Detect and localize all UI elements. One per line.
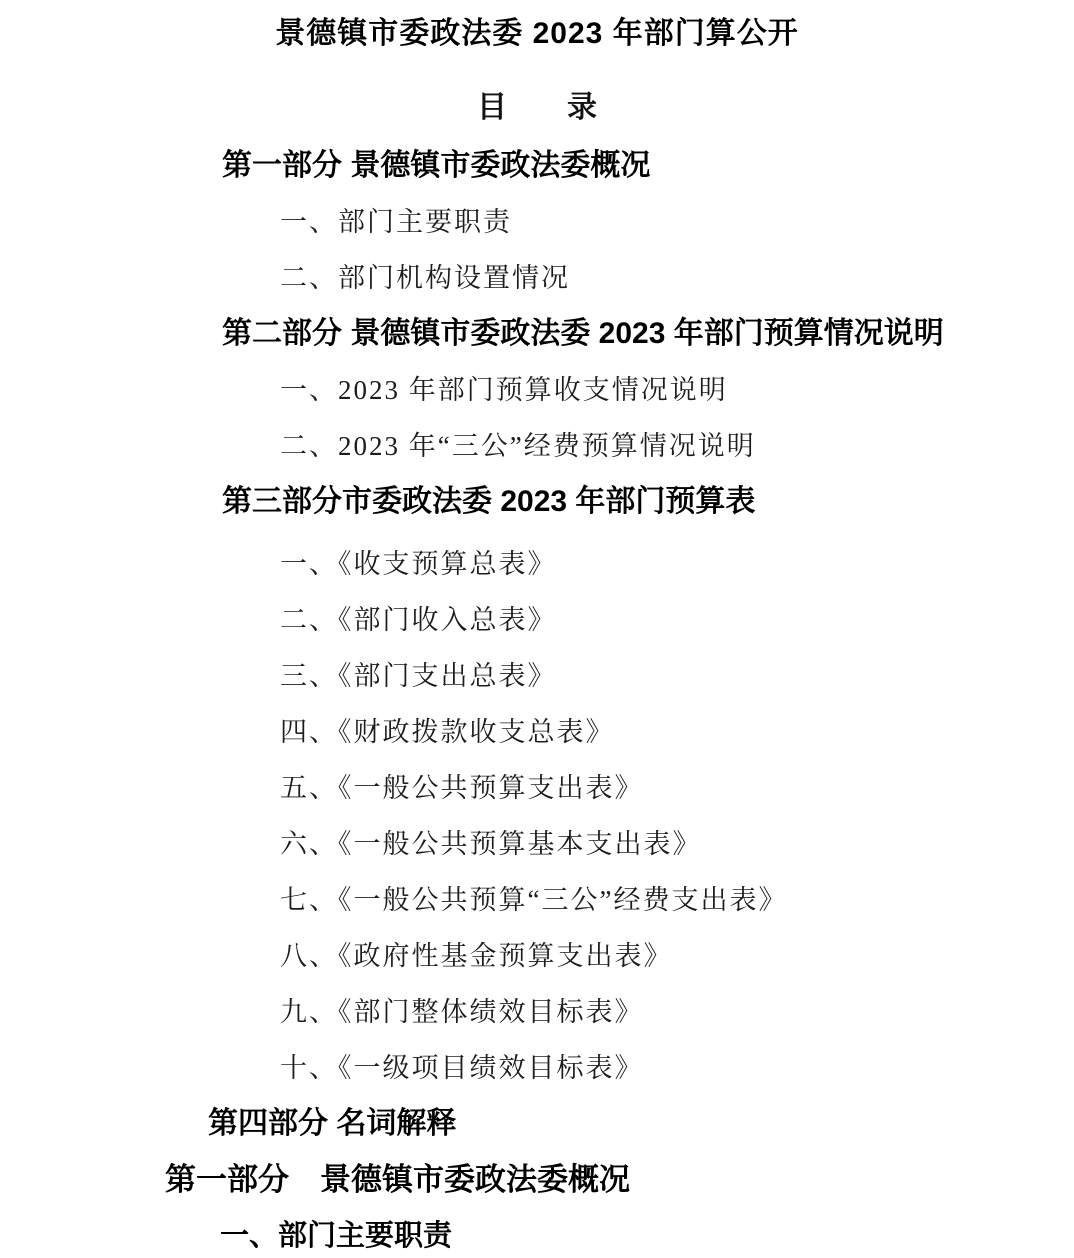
toc-part-2: 第二部分 景德镇市委政法委 2023 年部门预算情况说明 — [222, 317, 944, 350]
toc-item-3-10: 十、《一级项目绩效目标表》 — [280, 1053, 644, 1083]
contents-heading: 目 录 — [477, 91, 597, 124]
toc-item-3-9: 九、《部门整体绩效目标表》 — [280, 997, 644, 1027]
toc-part-4: 第四部分 名词解释 — [208, 1107, 457, 1140]
document-title: 景德镇市委政法委 2023 年部门算公开 — [275, 17, 799, 50]
toc-item-2-1: 一、2023 年部门预算收支情况说明 — [280, 375, 728, 405]
toc-item-3-1: 一、《收支预算总表》 — [280, 549, 557, 579]
toc-item-3-3: 三、《部门支出总表》 — [280, 661, 557, 691]
section-one-heading: 一、部门主要职责 — [220, 1220, 453, 1252]
toc-item-3-5: 五、《一般公共预算支出表》 — [280, 773, 644, 803]
toc-item-1-1: 一、部门主要职责 — [280, 207, 512, 237]
toc-item-1-2: 二、部门机构设置情况 — [280, 263, 570, 293]
toc-item-3-6: 六、《一般公共预算基本支出表》 — [280, 829, 702, 859]
toc-item-3-2: 二、《部门收入总表》 — [280, 605, 557, 635]
toc-part-3: 第三部分市委政法委 2023 年部门预算表 — [222, 485, 756, 518]
toc-item-2-2: 二、2023 年“三公”经费预算情况说明 — [280, 431, 756, 461]
part-one-heading: 第一部分 景德镇市委政法委概况 — [165, 1162, 630, 1197]
toc-item-3-4: 四、《财政拨款收支总表》 — [280, 717, 615, 747]
toc-item-3-7: 七、《一般公共预算“三公”经费支出表》 — [280, 885, 788, 915]
table-of-contents — [0, 138, 1074, 1152]
toc-item-3-8: 八、《政府性基金预算支出表》 — [280, 941, 673, 971]
toc-part-1: 第一部分 景德镇市委政法委概况 — [222, 149, 651, 182]
